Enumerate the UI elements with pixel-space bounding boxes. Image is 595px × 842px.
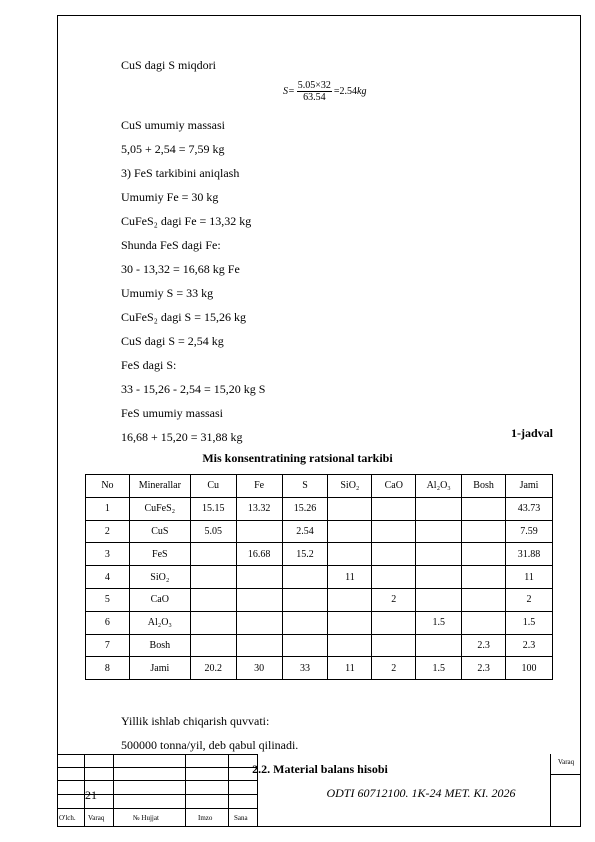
page-number: 21: [85, 788, 97, 802]
table-row: [86, 657, 553, 680]
text-line: CuFeS₂ dagi S = 15,26 kg: [121, 310, 246, 324]
text-line: Umumiy S = 33 kg: [121, 286, 214, 300]
stamp-line: [113, 754, 114, 827]
table-cell: [328, 588, 372, 611]
table-row: [86, 634, 553, 657]
table-cell: [282, 588, 328, 611]
table-cell: [416, 634, 462, 657]
table-title: Mis konsentratining ratsional tarkibi: [202, 451, 393, 465]
stamp-col-label: O'lch.: [59, 814, 76, 822]
document-number: ODTI 60712100. 1K-24 MET. KI. 2026: [326, 786, 516, 800]
stamp-line: [185, 754, 186, 827]
table-cell: [416, 543, 462, 566]
table-cell: [328, 497, 372, 520]
table-cell: [462, 543, 506, 566]
table-cell: 2.3: [506, 634, 553, 657]
table-cell: 1: [86, 497, 130, 520]
stamp-line: [57, 808, 257, 809]
table-cell: 6: [86, 611, 130, 634]
table-cell: 15.2: [282, 543, 328, 566]
table-cell: FeS: [129, 543, 190, 566]
header-cell: Bosh: [462, 475, 506, 498]
table-cell: [328, 634, 372, 657]
table-cell: 11: [328, 657, 372, 680]
table-cell: [416, 566, 462, 589]
table-cell: 1.5: [416, 657, 462, 680]
stamp-line: [57, 780, 257, 781]
table-cell: [190, 588, 236, 611]
text-line: 30 - 13,32 = 16,68 kg Fe: [121, 262, 240, 276]
table-cell: 16.68: [236, 543, 282, 566]
header-cell: Al₂O₃: [416, 475, 462, 498]
table-cell: [190, 543, 236, 566]
formula-rhs: =2.54: [333, 86, 358, 97]
header-cell: No: [86, 475, 130, 498]
table-cell: CuS: [129, 520, 190, 543]
table-cell: 3: [86, 543, 130, 566]
table-row: [86, 611, 553, 634]
section-title: 2.2. Material balans hisobi: [252, 762, 388, 776]
header-cell: SiO₂: [328, 475, 372, 498]
table-cell: [236, 634, 282, 657]
table-cell: 7.59: [506, 520, 553, 543]
table-cell: [462, 566, 506, 589]
stamp-line: [550, 774, 581, 775]
table-cell: 2: [506, 588, 553, 611]
table-cell: SiO₂: [129, 566, 190, 589]
table-cell: [372, 566, 416, 589]
table-cell: [190, 566, 236, 589]
table-cell: [372, 543, 416, 566]
table-cell: Al₂O₃: [129, 611, 190, 634]
table-cell: [462, 588, 506, 611]
table-row: [86, 588, 553, 611]
table-cell: 2: [86, 520, 130, 543]
table-cell: [416, 588, 462, 611]
text-line: FeS umumiy massasi: [121, 406, 224, 420]
table-cell: 2.3: [462, 634, 506, 657]
text-line: FeS dagi S:: [121, 358, 177, 372]
header-cell: Jami: [506, 475, 553, 498]
table-cell: Jami: [129, 657, 190, 680]
text-line: 5,05 + 2,54 = 7,59 kg: [121, 142, 225, 156]
table-cell: Bosh: [129, 634, 190, 657]
table-row: [86, 566, 553, 589]
table-cell: 11: [328, 566, 372, 589]
stamp-col-label: Imzo: [198, 814, 213, 822]
table-cell: [462, 497, 506, 520]
table-cell: 7: [86, 634, 130, 657]
stamp-line: [57, 754, 257, 755]
table-cell: 43.73: [506, 497, 553, 520]
formula-denominator: 63.54: [303, 92, 326, 103]
table-cell: [328, 543, 372, 566]
stamp-col-label: Sana: [234, 814, 248, 822]
table-cell: 15.15: [190, 497, 236, 520]
table-cell: [372, 634, 416, 657]
table-cell: 100: [506, 657, 553, 680]
table-cell: [190, 634, 236, 657]
formula-unit: kg: [357, 86, 367, 97]
composition-table: [85, 474, 553, 680]
table-cell: 11: [506, 566, 553, 589]
table-cell: 5: [86, 588, 130, 611]
table-cell: [190, 611, 236, 634]
table-cell: 1.5: [506, 611, 553, 634]
table-cell: 2: [372, 657, 416, 680]
table-cell: CuFeS₂: [129, 497, 190, 520]
table-cell: [282, 611, 328, 634]
header-cell: Minerallar: [129, 475, 190, 498]
table-cell: 31.88: [506, 543, 553, 566]
header-cell: S: [282, 475, 328, 498]
text-line: Umumiy Fe = 30 kg: [121, 190, 219, 204]
formula-numerator: 5.05×32: [297, 80, 331, 91]
text-line: CuFeS₂ dagi Fe = 13,32 kg: [121, 214, 252, 228]
header-cell: Cu: [190, 475, 236, 498]
sheet-label: Varaq: [557, 758, 575, 766]
table-cell: [236, 611, 282, 634]
text-line: 16,68 + 15,20 = 31,88 kg: [121, 430, 243, 444]
table-cell: [328, 611, 372, 634]
table-cell: 30: [236, 657, 282, 680]
table-row: [86, 497, 553, 520]
table-cell: [236, 520, 282, 543]
text-line: CuS dagi S miqdori: [121, 58, 217, 72]
table-cell: 13.32: [236, 497, 282, 520]
table-header-row: [86, 475, 553, 498]
table-cell: 15.26: [282, 497, 328, 520]
formula-fraction: [297, 80, 332, 103]
formula-s-in-cus: [283, 80, 366, 103]
table-label: 1-jadval: [511, 426, 553, 440]
table-cell: 4: [86, 566, 130, 589]
stamp-line: [257, 754, 258, 827]
table-cell: CaO: [129, 588, 190, 611]
table-cell: 1.5: [416, 611, 462, 634]
text-line: 33 - 15,26 - 2,54 = 15,20 kg S: [121, 382, 266, 396]
stamp-col-label: № Hujjat: [133, 814, 159, 822]
table-cell: [328, 520, 372, 543]
table-cell: [282, 634, 328, 657]
header-cell: Fe: [236, 475, 282, 498]
table-cell: 33: [282, 657, 328, 680]
page-frame: [57, 15, 581, 827]
table-cell: [236, 588, 282, 611]
text-line: Shunda FeS dagi Fe:: [121, 238, 221, 252]
stamp-line: [57, 767, 257, 768]
formula-lhs: S=: [283, 86, 295, 97]
text-line: Yillik ishlab chiqarish quvvati:: [121, 714, 270, 728]
table-cell: 5.05: [190, 520, 236, 543]
table-cell: [462, 611, 506, 634]
table-row: [86, 520, 553, 543]
table-cell: 2: [372, 588, 416, 611]
table-row: [86, 543, 553, 566]
text-line: CuS dagi S = 2,54 kg: [121, 334, 224, 348]
table-cell: [282, 566, 328, 589]
table-cell: [416, 520, 462, 543]
table-cell: [236, 566, 282, 589]
table-cell: [372, 611, 416, 634]
header-cell: CaO: [372, 475, 416, 498]
text-line: 500000 tonna/yil, deb qabul qilinadi.: [121, 738, 299, 752]
title-block: [57, 754, 581, 827]
table-cell: [462, 520, 506, 543]
text-line: CuS umumiy massasi: [121, 118, 226, 132]
table-cell: 2.54: [282, 520, 328, 543]
table-cell: 20.2: [190, 657, 236, 680]
table-cell: [372, 520, 416, 543]
text-line: 3) FeS tarkibini aniqlash: [121, 166, 240, 180]
table-cell: 8: [86, 657, 130, 680]
table-cell: [416, 497, 462, 520]
stamp-line: [228, 754, 229, 827]
table-cell: [372, 497, 416, 520]
table-cell: 2.3: [462, 657, 506, 680]
stamp-col-label: Varaq: [88, 814, 105, 822]
